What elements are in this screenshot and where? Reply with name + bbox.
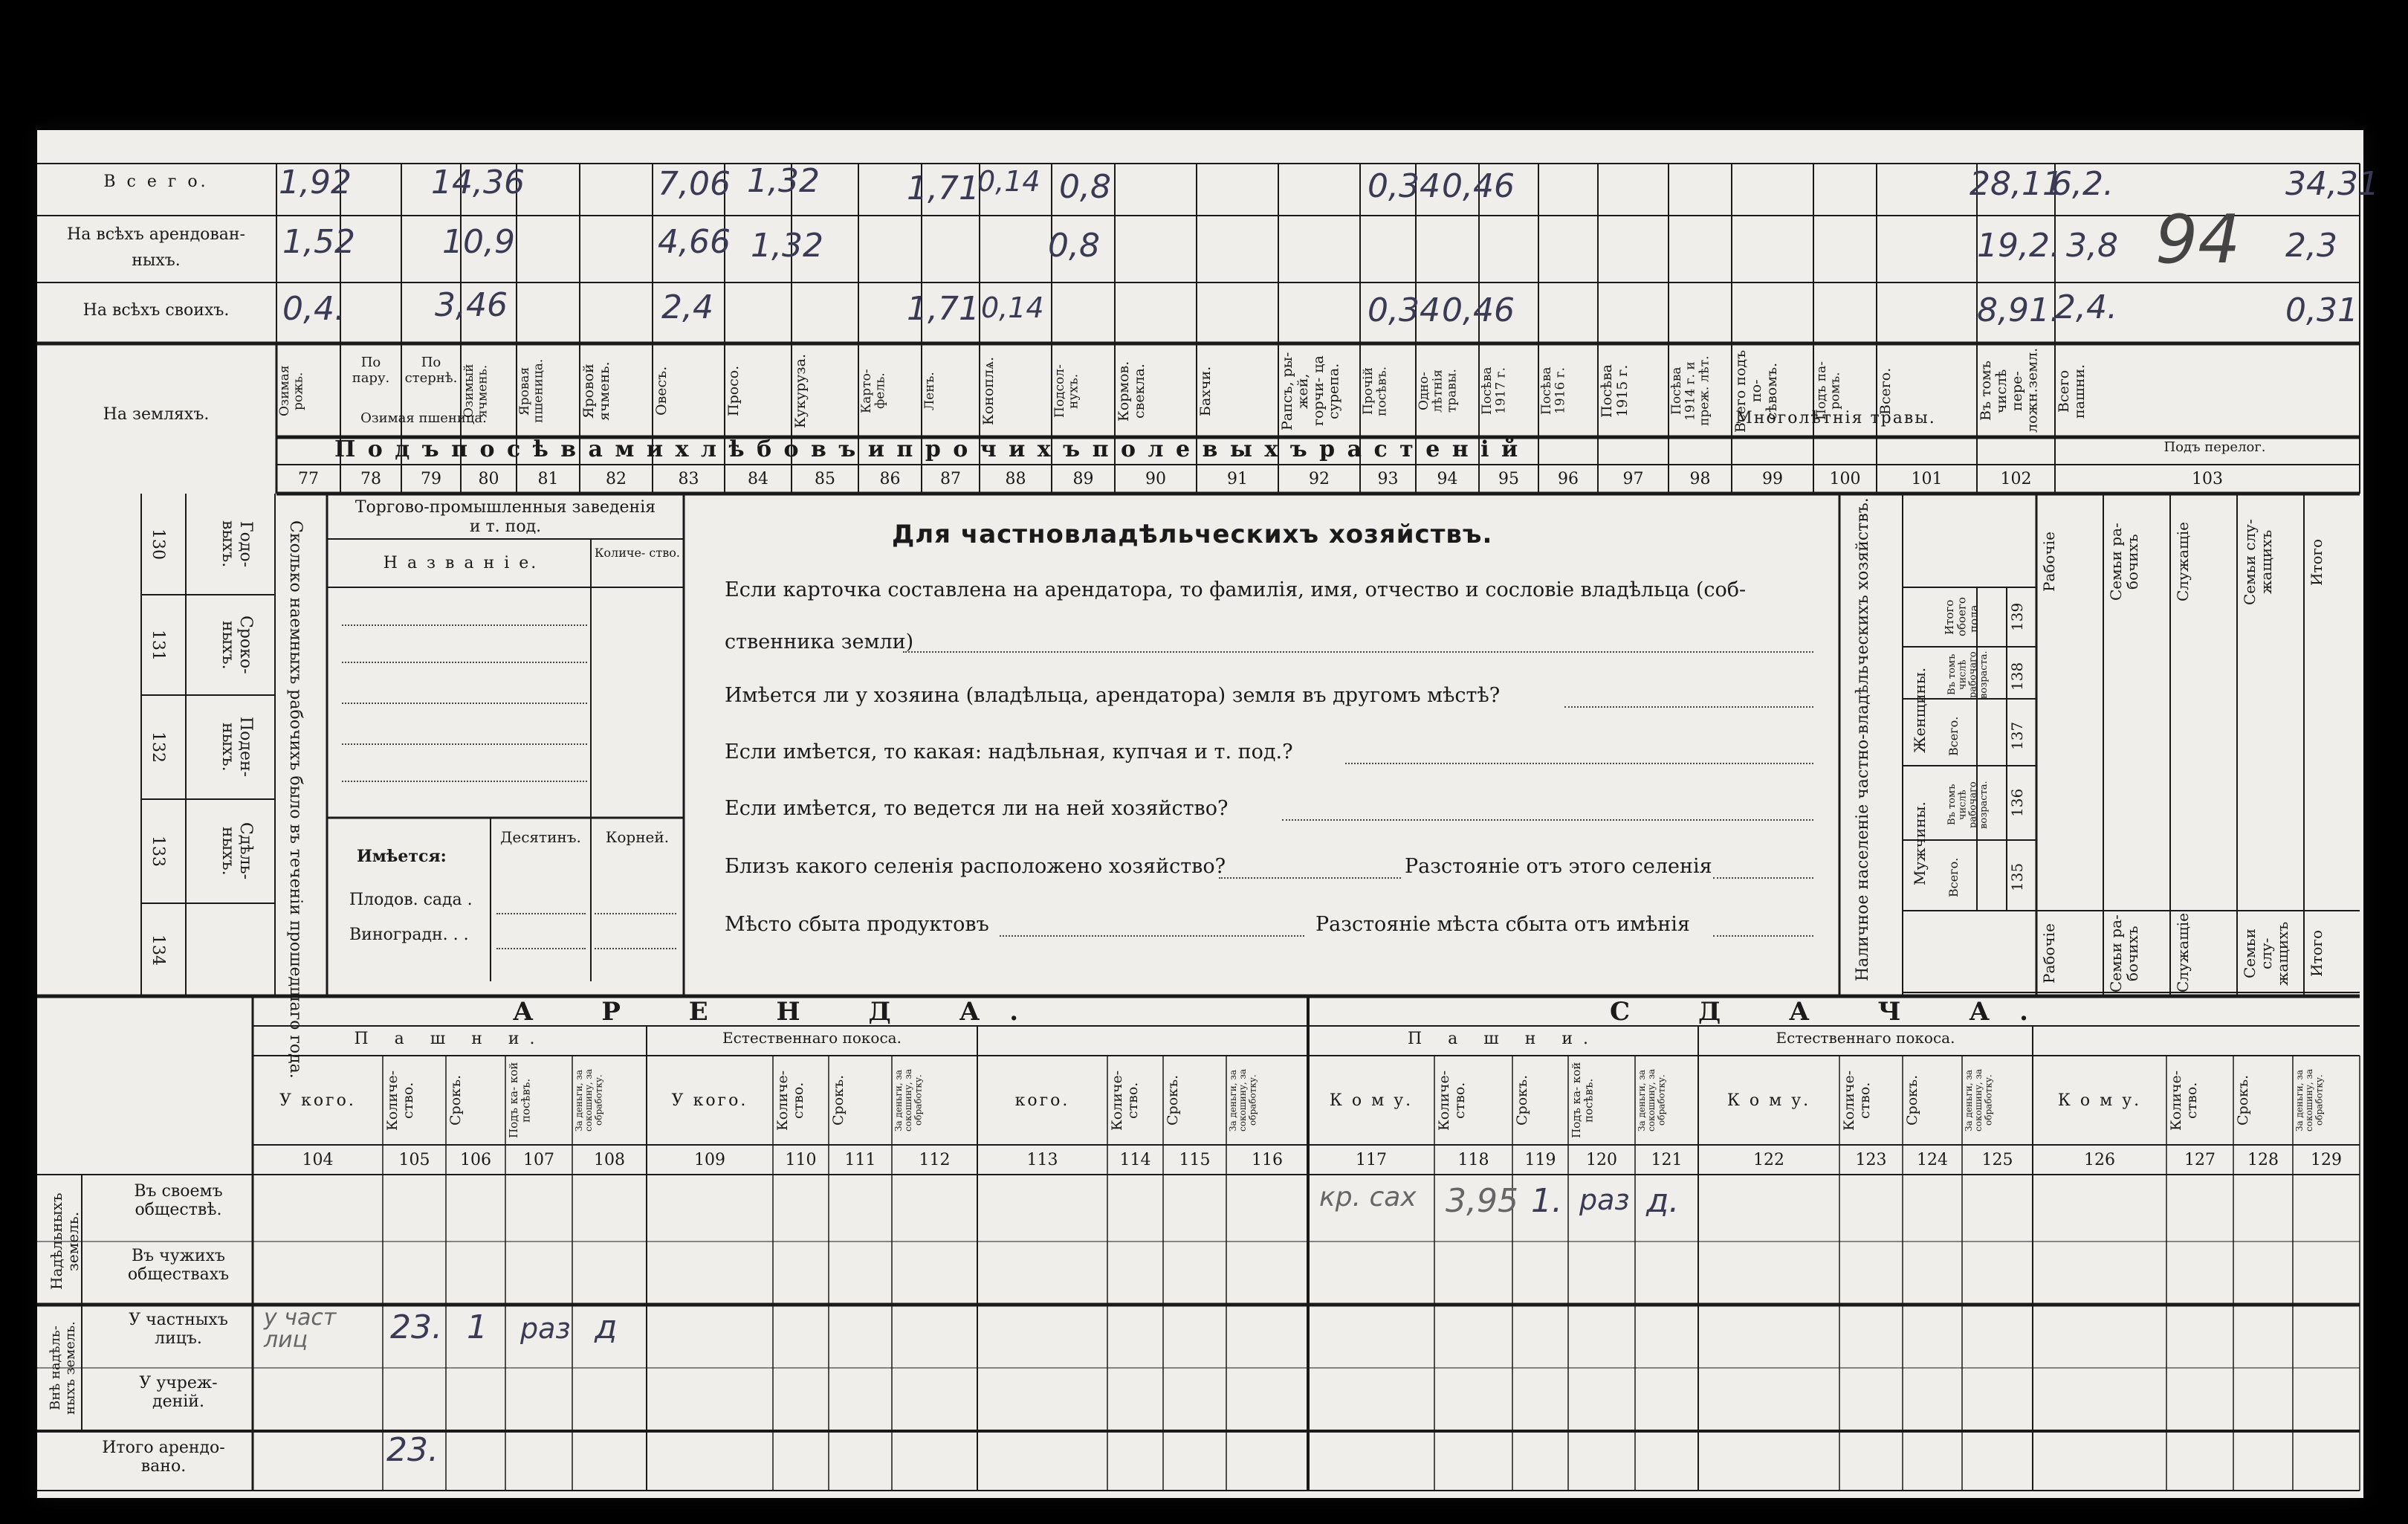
lease-col-header-129: За деньги, за сокошину, за обработку.	[2294, 1068, 2325, 1132]
nadel-group-label: Надѣльныхъ земель.	[48, 1192, 82, 1291]
crop-col-header-90: Кормов. свекла.	[1116, 361, 1148, 422]
question-5b: Разстояніе отъ этого селенія	[1405, 855, 1712, 878]
row-label-svoih: На всѣхъ своихъ.	[82, 301, 230, 320]
crop-col-header-87: Ленъ.	[922, 372, 937, 410]
lease-col-number: 122	[1753, 1151, 1784, 1169]
lease-col-header-116: За деньги, за сокошину, за обработку.	[1228, 1068, 1258, 1132]
trade-line-5	[342, 781, 587, 782]
hw-vsego-86: 0,14	[977, 165, 1040, 198]
crop-col-header-86: Карто- фель.	[859, 369, 888, 413]
day-col-label: Сроко- ныхъ.	[218, 616, 255, 674]
crop-col-header-98: Посѣва 1914 г. и преж. лѣт.	[1669, 355, 1712, 427]
hw-row1-kol: 3,95	[1446, 1182, 1518, 1220]
staff-col-header: Служащіе	[2174, 913, 2192, 992]
vsego-m-label: Всего.	[1946, 857, 1961, 897]
crop-col-number: 99	[1762, 470, 1783, 488]
itogo-oboego-label: Итого обоего пола.	[1943, 597, 1981, 637]
answer-2-line	[1564, 706, 1813, 708]
lease-col-number: 110	[785, 1151, 817, 1169]
crop-col-header-88: Коноплѧ.	[980, 356, 997, 426]
hw-svoih-82: 2,4	[661, 288, 713, 326]
row-label-vsego: В с е г о.	[103, 172, 209, 191]
lease-col-header-112: За деньги, за сокошину, за обработку.	[893, 1068, 924, 1132]
row-itogo: Итого арендо- вано.	[102, 1439, 225, 1476]
lease-col-number: 104	[302, 1151, 334, 1169]
answer-4-line	[1282, 819, 1813, 821]
lease-col-header-123: Количе- ство.	[1841, 1070, 1873, 1131]
crop-col-number: 78	[360, 470, 381, 488]
population-vertical-label: Наличное населеніе частно-владѣльческихъ хозяйствъ.	[1854, 497, 1872, 981]
hw-svoih-92: 0,46	[1442, 291, 1515, 329]
lease-col-header-113: кого.	[1014, 1091, 1070, 1110]
row-chuzhih: Въ чужихъ обществахъ	[127, 1247, 230, 1285]
hw-svoih-103: 0,31	[2285, 291, 2358, 329]
hw-row3-za: д	[595, 1308, 618, 1346]
answer-3-line	[1345, 763, 1813, 764]
hw-big-number: 94	[2155, 201, 2241, 279]
hw-svoih-79: 3,46	[435, 286, 508, 324]
lease-col-number: 111	[844, 1151, 876, 1169]
crop-col-number: 98	[1689, 470, 1711, 488]
zhenshchiny-label: Женщины.	[1911, 667, 1929, 753]
hw-row1-za: д.	[1646, 1182, 1680, 1220]
private-title: Для частновладѣльческихъ хозяйствъ.	[892, 520, 1493, 549]
lease-col-header-106: Срокъ.	[447, 1074, 464, 1126]
lease-col-header-125: За деньги, за сокошину, за обработку.	[1964, 1068, 1994, 1132]
staff-col-header: Семьи слу- жащихъ	[2241, 519, 2275, 605]
lease-col-number: 121	[1651, 1151, 1683, 1169]
row-chastnyh: У частныхъ лицъ.	[129, 1311, 228, 1349]
hw-vsego-91: 0,34	[1368, 167, 1440, 205]
lease-col-number: 124	[1917, 1151, 1948, 1169]
lease-col-number: 118	[1457, 1151, 1489, 1169]
vinograd-label: Виноградн. . .	[349, 926, 469, 944]
staff-col-header: Итого	[2308, 538, 2326, 586]
hw-vsego-82: 7,06	[658, 165, 731, 203]
arenda-title: А Р Е Н Д А.	[512, 997, 1049, 1027]
question-6b: Разстояніе мѣста сбыта отъ имѣнія	[1315, 913, 1690, 936]
desyatin-header: Десятинъ.	[500, 828, 581, 846]
answer-6a-line	[1000, 935, 1304, 937]
kolichestvo-header: Количе- ство.	[595, 546, 680, 560]
hw-row5-kol: 23.	[386, 1431, 438, 1469]
crop-col-number: 92	[1309, 470, 1330, 488]
day-col-label: Годо- выхъ.	[218, 520, 255, 568]
hw-svoih-99: 8,91.	[1977, 291, 2060, 329]
question-2: Имѣется ли у хозяина (владѣльца, арендатора) земля въ другомъ мѣстѣ?	[725, 684, 1501, 707]
lease-col-number: 125	[1981, 1151, 2013, 1169]
trade-line-4	[342, 743, 587, 745]
answer-5b-line	[1713, 877, 1813, 879]
plodov-des-line	[496, 913, 586, 914]
crop-col-number: 79	[421, 470, 441, 488]
crop-col-header-79: По стернѣ.	[404, 355, 458, 386]
lease-col-header-122: К о м у.	[1726, 1091, 1811, 1110]
pop-num-139: 139	[2008, 602, 2026, 632]
hw-row3-kol: 23.	[390, 1308, 442, 1346]
hw-vsego-87: 0,8	[1059, 168, 1111, 206]
question-1b: ственника земли)	[725, 630, 914, 653]
workers-vertical-label: Сколько наемныхъ рабочихъ было въ теченіи прошедшаго года.	[286, 520, 305, 1079]
hw-vsego-85: 1,71	[907, 169, 980, 207]
staff-col-header: Семьи ра- бочихъ	[2107, 914, 2141, 992]
crop-col-number: 86	[879, 470, 901, 488]
crop-col-header-78: По пару.	[352, 355, 390, 386]
crop-col-number: 83	[678, 470, 699, 488]
hw-arend-82: 4,66	[658, 223, 731, 261]
hw-svoih-85: 1,71	[907, 290, 980, 328]
row-label-arend-2: ныхъ.	[132, 251, 181, 270]
question-4: Если имѣется, то ведется ли на ней хозяйство?	[725, 797, 1229, 820]
hw-row3-pod: раз	[520, 1312, 571, 1345]
staff-col-header: Итого	[2308, 929, 2326, 978]
lease-col-number: 117	[1356, 1151, 1387, 1169]
crop-col-header-102: Въ томъ числѣ пере- ложн.земл.	[1978, 347, 2041, 433]
v-tom-f-label: Въ томъ числѣ рабочаго возраста.	[1946, 650, 1990, 699]
hw-svoih-77: 0,4.	[282, 290, 345, 328]
hw-arend-77: 1,52	[282, 223, 355, 261]
hw-vsego-103: 34,31	[2285, 165, 2379, 203]
day-col-number-132: 132	[149, 732, 168, 763]
lease-col-header-115: Срокъ.	[1165, 1074, 1181, 1126]
question-5a: Близъ какого селенія расположено хозяйство?	[725, 855, 1226, 878]
lease-col-header-126: К о м у.	[2057, 1091, 2142, 1110]
lease-col-header-108: За деньги, за сокошину, за обработку.	[574, 1068, 604, 1132]
lease-col-number: 106	[460, 1151, 491, 1169]
hw-row3-srok: 1	[467, 1308, 488, 1346]
crop-col-header-84: Просо.	[725, 365, 742, 417]
crop-col-number: 77	[298, 470, 319, 488]
row-uchrezhd: У учреж- деній.	[139, 1374, 218, 1412]
crop-col-header-83: Овесъ.	[653, 366, 670, 416]
lease-col-header-110: Количе- ство.	[774, 1070, 806, 1131]
hw-arend-100: 3,8	[2066, 227, 2118, 265]
trade-title-1: Торгово-промышленныя заведенія	[355, 498, 656, 517]
hw-vsego-100: 6,2.	[2051, 165, 2114, 203]
lease-col-number: 116	[1252, 1151, 1283, 1169]
pop-num-137: 137	[2008, 721, 2026, 751]
plodov-label: Плодов. сада .	[349, 891, 473, 909]
lease-col-header-120: Подъ ка- кой посѣвъ.	[1570, 1062, 1596, 1139]
hw-arend-87: 0,8	[1048, 227, 1100, 265]
day-col-label: Поден- ныхъ.	[218, 717, 255, 778]
crop-col-number: 85	[815, 470, 835, 488]
hw-vsego-92: 0,46	[1442, 167, 1515, 205]
arenda-pashni: П а ш н и.	[354, 1030, 546, 1048]
lease-col-header-119: Срокъ.	[1514, 1074, 1530, 1126]
lease-col-header-111: Срокъ.	[830, 1074, 847, 1126]
crop-col-number: 96	[1558, 470, 1579, 488]
hw-arend-99: 19,2.	[1977, 227, 2060, 265]
trade-line-1	[342, 624, 587, 626]
lease-col-header-118: Количе- ство.	[1436, 1070, 1468, 1131]
imeetsya-label: Имѣется:	[357, 847, 447, 866]
crop-col-number: 103	[2192, 470, 2223, 488]
lease-col-number: 115	[1179, 1151, 1211, 1169]
lease-col-header-124: Срокъ.	[1904, 1074, 1920, 1126]
row-label-arend-1: На всѣхъ арендован-	[67, 225, 245, 244]
crop-col-number: 91	[1227, 470, 1248, 488]
lease-col-number: 114	[1119, 1151, 1151, 1169]
hw-arend-79: 10,9	[442, 223, 515, 261]
crop-col-header-96: Посѣва 1916 г.	[1539, 367, 1568, 416]
question-6a: Мѣсто сбыта продуктовъ	[725, 913, 989, 936]
v-tom-m-label: Въ томъ числѣ рабочаго возраста.	[1946, 781, 1990, 829]
sdacha-estestv: Естественнаго покоса.	[1776, 1029, 1955, 1047]
hw-row3-ukogo: у част лиц	[264, 1305, 337, 1353]
crop-col-header-97: Посѣва 1915 г.	[1599, 364, 1631, 419]
lease-col-header-127: Количе- ство.	[2168, 1070, 2200, 1131]
trade-title-2: и т. под.	[469, 517, 542, 536]
lease-col-number: 128	[2247, 1151, 2279, 1169]
hw-vsego-83: 1,32	[747, 162, 820, 200]
pod-perelog: Подъ перелог.	[2163, 439, 2266, 455]
answer-6b-line	[1713, 935, 1813, 937]
staff-col-header: Рабочіе	[2040, 532, 2058, 593]
lease-col-header-104: У кого.	[279, 1091, 356, 1110]
staff-col-header: Семьи ра- бочихъ	[2107, 523, 2141, 601]
crop-col-number: 80	[478, 470, 499, 488]
hw-vsego-77: 1,92	[279, 164, 352, 201]
lease-col-number: 123	[1855, 1151, 1887, 1169]
crop-col-header-77: Озимая рожь.	[277, 365, 306, 417]
crop-col-number: 82	[606, 470, 627, 488]
trade-line-2	[342, 662, 587, 663]
lease-col-number: 120	[1586, 1151, 1617, 1169]
ozimaya-pshenitsa: Озимая пшеница.	[360, 410, 487, 426]
crop-col-number: 84	[748, 470, 768, 488]
lease-col-number: 119	[1524, 1151, 1556, 1169]
crop-col-number: 93	[1377, 470, 1399, 488]
crop-col-number: 88	[1005, 470, 1026, 488]
arenda-estestv: Естественнаго покоса.	[722, 1029, 902, 1047]
day-col-label: Сдѣль- ныхъ.	[218, 822, 255, 880]
lease-col-header-114: Количе- ство.	[1109, 1070, 1141, 1131]
pop-num-135: 135	[2008, 862, 2026, 892]
muzhchiny-label: Мужчины.	[1911, 801, 1929, 886]
lease-col-number: 127	[2184, 1151, 2216, 1169]
staff-col-header: Рабочіе	[2040, 923, 2058, 984]
lease-col-number: 126	[2084, 1151, 2115, 1169]
crop-col-header-82: Яровой ячмень.	[580, 361, 612, 421]
crop-col-header-100: Подъ па- ромъ.	[1814, 361, 1843, 421]
answer-1-line	[903, 651, 1813, 653]
korney-header: Корней.	[605, 828, 670, 846]
hw-vsego-99: 28,11	[1970, 165, 2063, 203]
pop-num-136: 136	[2008, 788, 2026, 818]
crop-col-header-85: Кукуруза.	[792, 354, 809, 429]
crop-col-number: 87	[940, 470, 961, 488]
lease-col-header-121: За деньги, за сокошину, за обработку.	[1637, 1068, 1667, 1132]
mnogoletnie-travy: Многолѣтнія травы.	[1735, 409, 1936, 427]
trade-line-3	[342, 703, 587, 704]
crop-col-header-81: Яровая пшеница.	[517, 358, 546, 424]
lease-col-number: 105	[398, 1151, 430, 1169]
day-col-number-134: 134	[149, 934, 168, 966]
crop-col-header-95: Посѣва 1917 г.	[1480, 367, 1509, 416]
question-1a: Если карточка составлена на арендатора, то фамилія, имя, отчество и сословіе владѣльца (соб-	[725, 578, 1747, 601]
na-zemlyah-label: На земляхъ.	[103, 405, 210, 424]
crop-col-number: 101	[1911, 470, 1943, 488]
question-3: Если имѣется, то какая: надѣльная, купчая и т. под.?	[725, 740, 1293, 763]
hw-svoih-91: 0,34	[1368, 291, 1440, 329]
lease-col-number: 112	[919, 1151, 951, 1169]
sdacha-pashni: П а ш н и.	[1407, 1030, 1599, 1048]
hw-row1-pod: раз	[1579, 1184, 1630, 1216]
crop-col-number: 89	[1072, 470, 1094, 488]
nazvanie-header: Н а з в а н і е.	[383, 554, 539, 572]
answer-5a-line	[1219, 877, 1401, 879]
crop-col-header-89: Подсол- нухъ.	[1052, 364, 1081, 418]
nenadel-group-label: Внѣ надѣль- ныхъ земель.	[48, 1321, 78, 1415]
lease-col-number: 108	[594, 1151, 625, 1169]
crop-col-header-80: Озимый ячмень.	[462, 364, 491, 419]
day-col-number-131: 131	[149, 629, 168, 661]
day-col-number-130: 130	[149, 529, 168, 560]
plodov-kor-line	[595, 913, 676, 914]
crop-col-header-99: Всего подъ по- сѣвомъ.	[1732, 349, 1780, 433]
crop-col-number: 95	[1498, 470, 1519, 488]
posevami-banner: П о д ъ п о с ѣ в а м и х л ѣ б о в ъ и п р о ч и х ъ п о л е в ы х ъ р а с т е н і й	[334, 436, 1521, 462]
crop-col-header-103: Всего пашни.	[2056, 364, 2088, 419]
crop-col-header-92: Рапсъ, ры- жей, горчи- ца сурепа.	[1279, 352, 1342, 430]
vinograd-kor-line	[595, 948, 676, 949]
crop-col-number: 90	[1145, 470, 1166, 488]
crop-col-header-93: Прочій посѣвъ.	[1361, 366, 1390, 416]
crop-col-number: 102	[2000, 470, 2032, 488]
staff-col-header: Семьи слу- жащихъ	[2241, 921, 2291, 986]
lease-col-number: 109	[694, 1151, 725, 1169]
hw-row1-srok: 1.	[1531, 1182, 1562, 1220]
vinograd-des-line	[496, 948, 586, 949]
lease-col-header-128: Срокъ.	[2235, 1074, 2251, 1126]
vsego-f-label: Всего.	[1946, 716, 1961, 756]
lease-col-header-117: К о м у.	[1329, 1091, 1414, 1110]
crop-col-header-101: Всего.	[1877, 367, 1894, 415]
hw-arend-83: 1,32	[751, 227, 823, 265]
sdacha-title: С Д А Ч А.	[1610, 997, 2058, 1027]
day-col-number-133: 133	[149, 836, 168, 867]
row-svoem: Въ своемъ обществѣ.	[134, 1182, 223, 1220]
crop-col-header-91: Бахчи.	[1197, 366, 1214, 416]
crop-col-header-94: Одно- лѣтнія травы.	[1417, 369, 1460, 413]
lease-col-header-107: Подъ ка- кой посѣвъ.	[507, 1062, 533, 1139]
lease-col-header-109: У кого.	[671, 1091, 748, 1110]
lease-col-number: 129	[2311, 1151, 2342, 1169]
hw-vsego-79: 14,36	[431, 164, 525, 201]
hw-svoih-100: 2,4.	[2055, 288, 2117, 326]
crop-col-number: 100	[1829, 470, 1861, 488]
lease-col-header-105: Количе- ство.	[384, 1070, 416, 1131]
crop-col-number: 97	[1622, 470, 1644, 488]
crop-col-number: 81	[537, 470, 559, 488]
hw-svoih-86: 0,14	[981, 291, 1044, 324]
lease-col-number: 107	[523, 1151, 554, 1169]
hw-arend-103: 2,3	[2285, 227, 2337, 265]
crop-col-number: 94	[1437, 470, 1458, 488]
staff-col-header: Служащіе	[2174, 522, 2192, 602]
pop-num-138: 138	[2008, 662, 2026, 691]
lease-col-number: 113	[1026, 1151, 1058, 1169]
hw-row1-komu: кр. сах	[1319, 1182, 1417, 1213]
